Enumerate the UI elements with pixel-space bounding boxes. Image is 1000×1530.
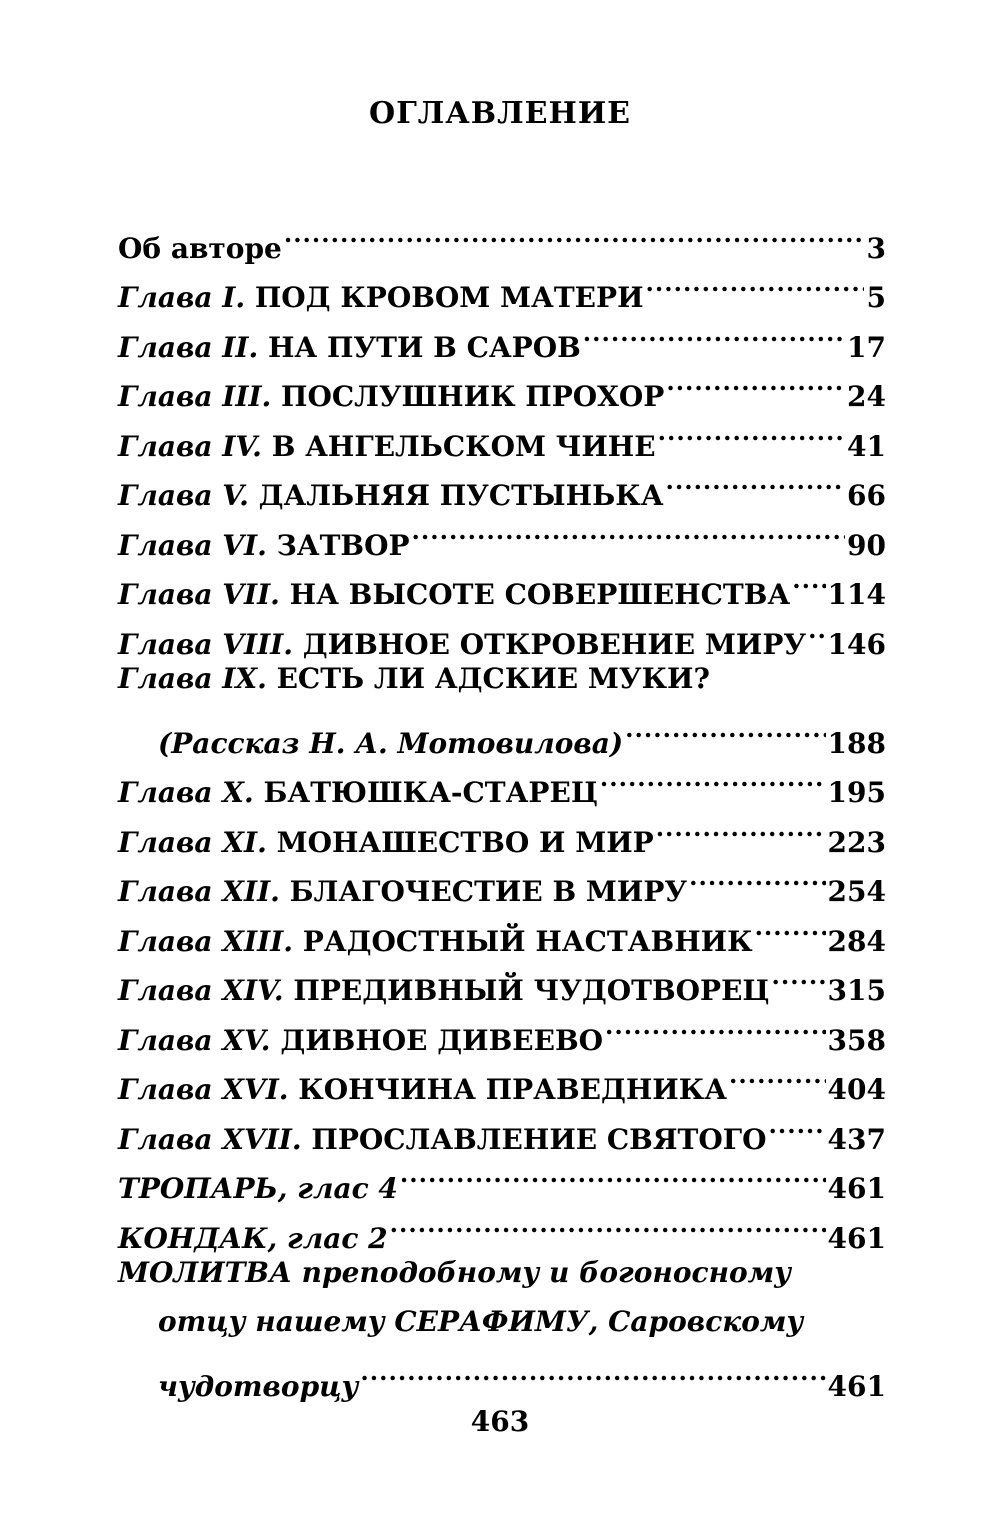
dot-leader (729, 1050, 826, 1100)
toc-label: НА ВЫСОТЕ СОВЕРШЕНСТВА (289, 578, 791, 611)
dot-leader (600, 753, 826, 803)
dot-leader (412, 505, 846, 555)
toc-entry-prayer-line-1: МОЛИТВА преподобному и богоносному (118, 1255, 792, 1289)
dot-leader (360, 1347, 825, 1397)
toc-page: 223 (827, 825, 886, 859)
toc-page: 188 (827, 726, 886, 760)
toc-page: 3 (866, 231, 886, 265)
toc-label: ПОСЛУШНИК ПРОХОР (281, 380, 665, 413)
dot-leader (625, 703, 825, 753)
toc-page: 17 (847, 330, 886, 364)
toc-label: ПРОСЛАВЛЕНИЕ СВЯТОГО (311, 1122, 767, 1156)
chapter-prefix: Глава XVII. (118, 1122, 302, 1156)
toc-label: ТРОПАРЬ, глас 4 (118, 1172, 398, 1205)
toc-entry-prayer-line-2: отцу нашему СЕРАФИМУ, Саровскому (158, 1305, 804, 1338)
toc-page: 114 (827, 578, 886, 611)
table-of-contents (118, 208, 886, 1403)
dot-leader (390, 1198, 826, 1248)
toc-page: 66 (847, 479, 886, 512)
toc-entry-chapter-9-subtitle (118, 703, 886, 760)
toc-label: БАТЮШКА-СТАРЕЦ (263, 776, 598, 809)
toc-page: 437 (827, 1122, 886, 1156)
chapter-prefix: Глава XII. (118, 875, 280, 908)
toc-page: 461 (827, 1221, 886, 1255)
dot-leader (646, 258, 864, 308)
dot-leader (808, 604, 825, 654)
dot-leader (400, 1149, 826, 1199)
toc-page: 41 (847, 429, 886, 463)
chapter-prefix: Глава V. (118, 479, 249, 512)
toc-entry-prayer-line-3 (118, 1347, 886, 1403)
toc-page: 284 (827, 924, 886, 958)
toc-label: КОНДАК, глас 2 (118, 1221, 388, 1255)
chapter-prefix: Глава XI. (118, 825, 267, 859)
dot-leader (656, 802, 826, 852)
toc-label: ЗАТВОР (276, 528, 410, 562)
chapter-prefix: Глава X. (118, 776, 254, 809)
toc-label: МОНАШЕСТВО И МИР (276, 825, 654, 859)
dot-leader (772, 951, 826, 1001)
toc-page: 404 (827, 1073, 886, 1106)
dot-leader (605, 1000, 826, 1050)
dot-leader (284, 208, 864, 258)
toc-label: Об авторе (118, 231, 282, 265)
dot-leader (658, 406, 845, 456)
toc-page: 90 (847, 528, 886, 562)
toc-page: 146 (827, 627, 886, 661)
toc-page: 195 (827, 776, 886, 809)
toc-label: В АНГЕЛЬСКОМ ЧИНЕ (271, 429, 656, 463)
dot-leader (755, 901, 826, 951)
toc-label: (Рассказ Н. А. Мотовилова) (158, 726, 624, 760)
toc-label: ПРЕДИВНЫЙ ЧУДОТВОРЕЦ (293, 974, 770, 1007)
toc-page: 358 (827, 1023, 886, 1057)
dot-leader (583, 307, 845, 357)
toc-label: ДИВНОЕ ДИВЕЕВО (280, 1023, 604, 1057)
toc-label: ДИВНОЕ ОТКРОВЕНИЕ МИРУ (302, 627, 807, 661)
toc-label: ДАЛЬНЯЯ ПУСТЫНЬКА (258, 479, 664, 512)
chapter-prefix: Глава IX. (118, 661, 267, 695)
toc-label: РАДОСТНЫЙ НАСТАВНИК (302, 924, 753, 958)
toc-label: КОНЧИНА ПРАВЕДНИКА (298, 1073, 728, 1106)
toc-entry-about-author (118, 208, 886, 265)
chapter-prefix: Глава XVI. (118, 1073, 289, 1106)
chapter-prefix: Глава II. (118, 330, 259, 364)
toc-page: 24 (847, 380, 886, 413)
chapter-prefix: Глава III. (118, 380, 272, 413)
toc-page: 254 (827, 875, 886, 908)
chapter-prefix: Глава VII. (118, 578, 280, 611)
dot-leader (792, 555, 825, 605)
toc-label: НА ПУТИ В САРОВ (267, 330, 581, 364)
chapter-prefix: Глава XIII. (118, 924, 294, 958)
dot-leader (666, 357, 845, 407)
dot-leader (689, 852, 825, 902)
chapter-prefix: Глава XIV. (118, 974, 284, 1007)
chapter-prefix: Глава I. (118, 281, 246, 314)
chapter-prefix: Глава VI. (118, 528, 267, 562)
dot-leader (769, 1099, 826, 1149)
toc-page: 461 (827, 1370, 886, 1403)
toc-label: чудотворцу (158, 1370, 359, 1403)
toc-label: ПОД КРОВОМ МАТЕРИ (254, 281, 644, 314)
toc-page: 461 (827, 1172, 886, 1205)
chapter-prefix: Глава XV. (118, 1023, 271, 1057)
toc-label: ЕСТЬ ЛИ АДСКИЕ МУКИ? (276, 661, 710, 695)
dot-leader (666, 456, 846, 506)
chapter-prefix: Глава IV. (118, 429, 262, 463)
page-title: ОГЛАВЛЕНИЕ (368, 96, 632, 131)
chapter-prefix: Глава VIII. (118, 627, 294, 661)
toc-page: 5 (866, 281, 886, 314)
page-number: 463 (470, 1405, 530, 1438)
toc-page: 315 (827, 974, 886, 1007)
toc-label: БЛАГОЧЕСТИЕ В МИРУ (289, 875, 688, 908)
